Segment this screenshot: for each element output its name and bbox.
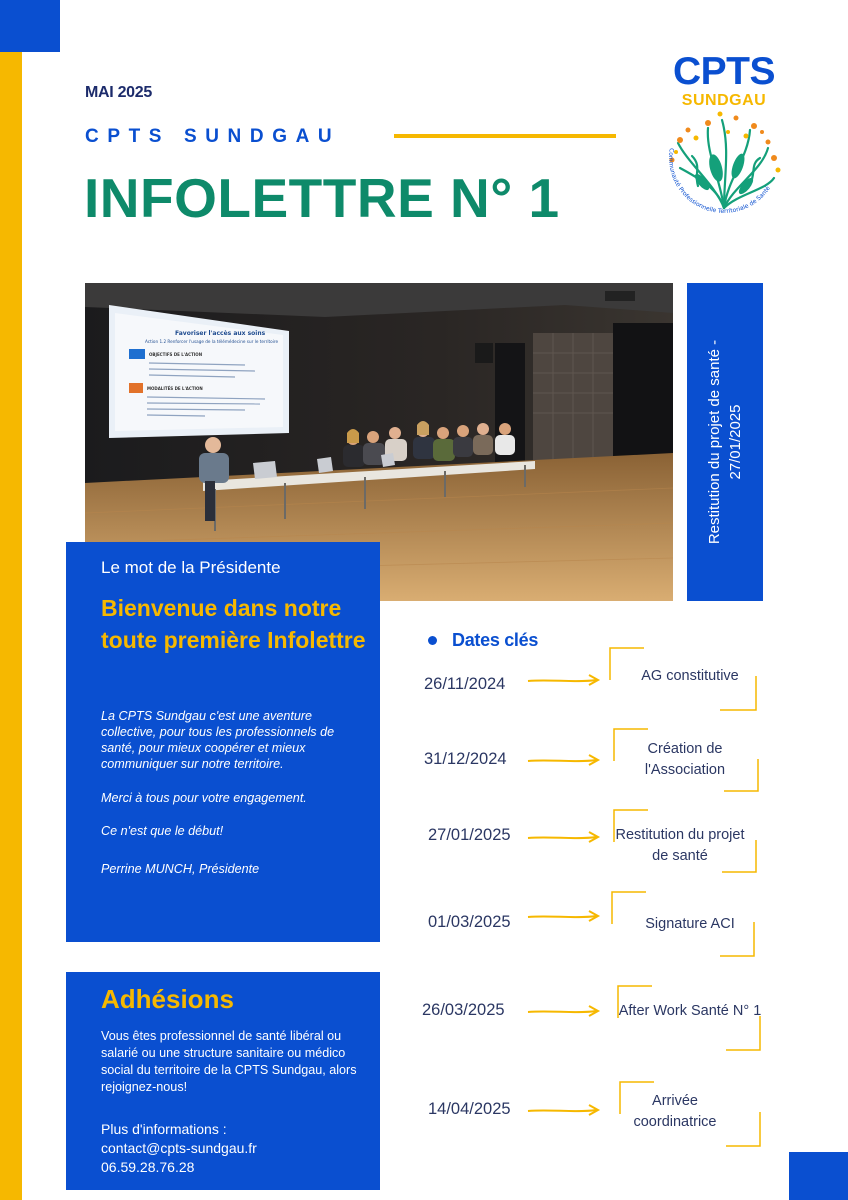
event-label: Signature ACI xyxy=(645,916,735,932)
key-dates-title: Dates clés xyxy=(452,630,539,650)
header-divider xyxy=(394,134,616,138)
logo-plant-icon xyxy=(658,108,790,220)
contact-email[interactable]: contact@cpts-sundgau.fr xyxy=(101,1140,257,1156)
slide-title: Favoriser l'accès aux soins xyxy=(175,330,266,337)
page-title: INFOLETTRE N° 1 xyxy=(84,167,560,229)
logo-text-cpts: CPTS xyxy=(672,50,775,93)
logo-arc-text: Communauté Professionnelle Territoriale de Santé xyxy=(667,147,772,215)
president-paragraph-2: Merci à tous pour votre engagement. xyxy=(101,791,307,805)
issue-date: MAI 2025 xyxy=(85,84,152,101)
membership-box xyxy=(66,972,380,1190)
photo-caption xyxy=(704,292,746,592)
event-label: Création de l'Association xyxy=(644,741,726,778)
event-label: Arrivée coordinatrice xyxy=(633,1093,717,1130)
arrow-right-icon xyxy=(526,829,602,845)
event-date: 26/03/2025 xyxy=(422,1001,505,1019)
contact-label: Plus d'informations : xyxy=(101,1121,227,1137)
president-heading: Bienvenue dans notre toute première Infolettre xyxy=(101,595,366,653)
event-label: Restitution du projet de santé xyxy=(615,827,745,864)
cpts-logo xyxy=(658,50,790,220)
photo-caption-line2: 27/01/2025 xyxy=(727,404,744,480)
president-paragraph-1: La CPTS Sundgau c'est une aventure collective, pour tous les professionnels de santé, pour mieux coopérer et mieux communiquer sur notre territoire. xyxy=(101,709,335,771)
president-signature: Perrine MUNCH, Présidente xyxy=(101,862,260,876)
logo-text-sundgau: SUNDGAU xyxy=(681,92,767,109)
event-date: 31/12/2024 xyxy=(424,750,507,768)
bullet-dot-icon xyxy=(428,636,437,645)
corner-block-bottom-right xyxy=(789,1152,848,1200)
event-date: 26/11/2024 xyxy=(424,675,506,693)
president-message-box xyxy=(66,542,380,942)
membership-contact xyxy=(101,1120,257,1177)
arrow-right-icon xyxy=(526,752,602,768)
slide-section1: OBJECTIFS DE L'ACTION xyxy=(149,352,203,357)
photo-caption-panel xyxy=(687,283,763,601)
event-date: 01/03/2025 xyxy=(428,913,511,931)
event-label: After Work Santé N° 1 xyxy=(618,1003,762,1019)
photo-caption-line1: Restitution du projet de santé - xyxy=(706,339,723,545)
president-kicker: Le mot de la Présidente xyxy=(101,558,281,577)
side-stripe xyxy=(0,52,22,1200)
corner-block-top-left xyxy=(0,0,60,52)
arrow-right-icon xyxy=(526,1003,602,1019)
org-name: CPTS SUNDGAU xyxy=(85,126,341,147)
slide-section2: MODALITÉS DE L'ACTION xyxy=(147,386,203,391)
arrow-right-icon xyxy=(526,908,602,924)
membership-body: Vous êtes professionnel de santé libéral ou salarié ou une structure sanitaire ou médico social du territoire de la CPTS Sundgau, alors rejoignez-nous! xyxy=(101,1029,357,1094)
event-label: AG constitutive xyxy=(641,668,739,684)
contact-phone[interactable]: 06.59.28.76.28 xyxy=(101,1159,195,1175)
slide-subtitle: Action 1.2 Renforcer l'usage de la télémédecine sur le territoire xyxy=(145,339,279,344)
president-paragraph-3: Ce n'est que le début! xyxy=(101,824,224,838)
arrow-right-icon xyxy=(526,1102,602,1118)
event-date: 27/01/2025 xyxy=(428,826,511,844)
arrow-right-icon xyxy=(526,672,602,688)
event-date: 14/04/2025 xyxy=(428,1100,511,1118)
membership-title: Adhésions xyxy=(101,984,234,1014)
